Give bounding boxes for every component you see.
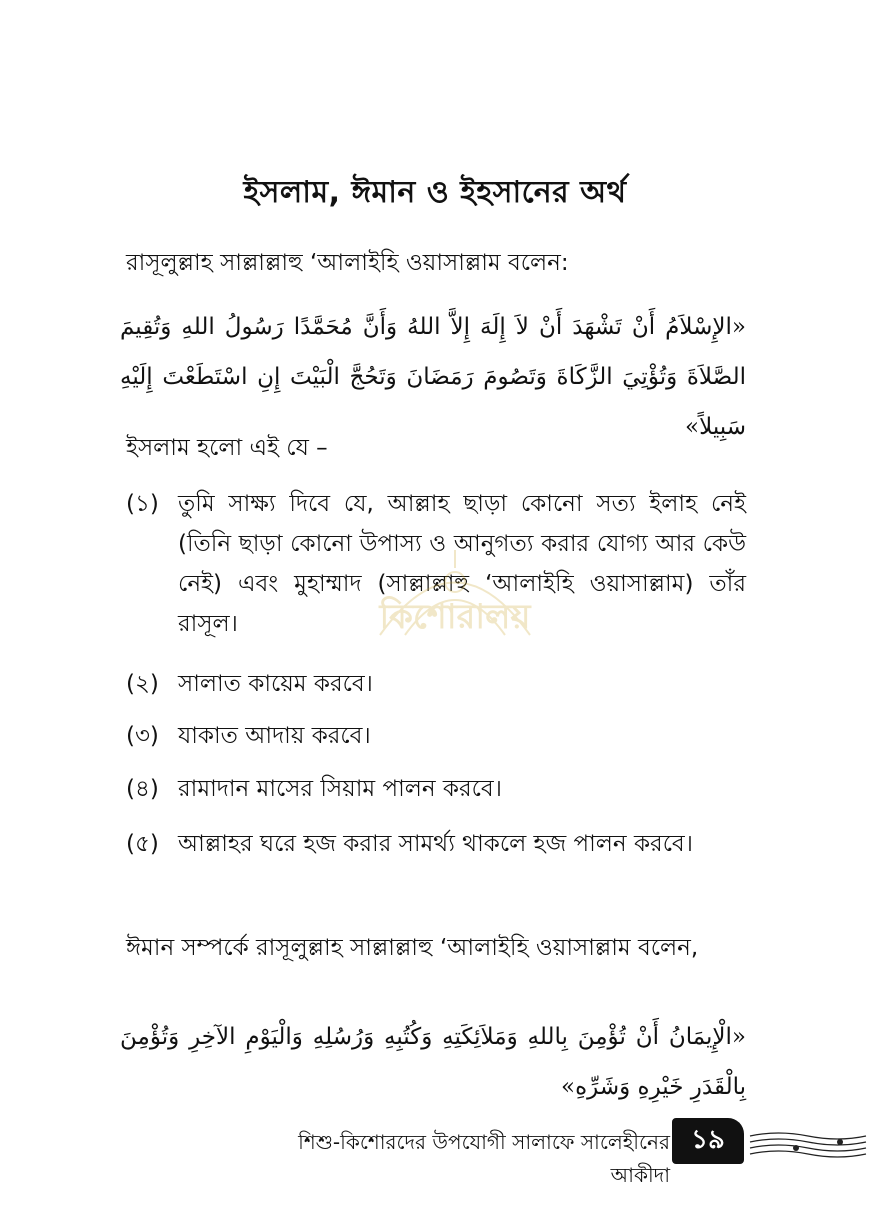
list-item-text: যাকাত আদায় করবে। [178,723,371,749]
iman-intro-text: ঈমান সম্পর্কে রাসূলুল্লাহ সাল্লাল্লাহু ‘আলাইহি ওয়াসাল্লাম বলেন, [126,935,699,961]
list-item-number: (৪) [126,776,159,802]
list-item [126,664,746,704]
list-item [126,824,746,864]
list-item-text: আল্লাহর ঘরে হজ করার সামর্থ্য থাকলে হজ পালন করবে। [178,831,693,857]
list-item [126,769,746,809]
page-number-badge [672,1118,744,1164]
hadith-islam-arabic: «الإِسْلاَمُ أَنْ تَشْهَدَ أَنْ لاَ إِلَهَ إِلاَّ اللهُ وَأَنَّ مُحَمَّدًا رَسُولُ اللهِ وَتُقِيمَ الصَّلاَةَ وَتُؤْتِيَ الزَّكَاةَ وَتَصُومَ رَمَضَانَ وَتَحُجَّ الْبَيْتَ إِنِ اسْتَطَعْتَ إِلَيْهِ سَبِيلاً» [120,314,746,440]
list-item-text: তুমি সাক্ষ্য দিবে যে, আল্লাহ ছাড়া কোনো সত্য ইলাহ নেই (তিনি ছাড়া কোনো উপাস্য ও আনুগত্য করার যোগ্য আর কেউ নেই) এবং মুহাম্মাদ (সাল্লাল্লাহু ‘আলাইহি ওয়াসাল্লাম) তাঁর রাসূল। [178,491,746,637]
list-item-number: (২) [126,671,159,697]
footer-book-title: শিশু-কিশোরদের উপযোগী সালাফে সালেহীনের আকীদা [298,1130,670,1187]
list-item-number: (৩) [126,723,159,749]
page-title: ইসলাম, ঈমান ও ইহসানের অর্থ [243,175,627,210]
list-item [126,484,746,644]
hadith-iman-arabic: «الْإِيمَانُ أَنْ تُؤْمِنَ بِاللهِ وَمَلاَئِكَتِهِ وَكُتُبِهِ وَرُسُلِهِ وَالْيَوْمِ الآخِرِ وَتُؤْمِنَ بِالْقَدَرِ خَيْرِهِ وَشَرِّهِ» [120,1024,746,1100]
islam-is-text: ইসলাম হলো এই যে – [126,435,328,461]
list-item-text: সালাত কায়েম করবে। [178,671,373,697]
watermark-text: কিশোরালয় [379,597,531,637]
list-item [126,716,746,756]
list-item-text: রামাদান মাসের সিয়াম পালন করবে। [178,776,502,802]
intro-text: রাসূলুল্লাহ সাল্লাল্লাহু ‘আলাইহি ওয়াসাল্লাম বলেন: [126,250,569,276]
page-number: ১৯ [691,1125,725,1155]
list-item-number: (১) [126,491,159,517]
list-item-number: (৫) [126,831,159,857]
footer-ornament-icon [748,1128,868,1162]
